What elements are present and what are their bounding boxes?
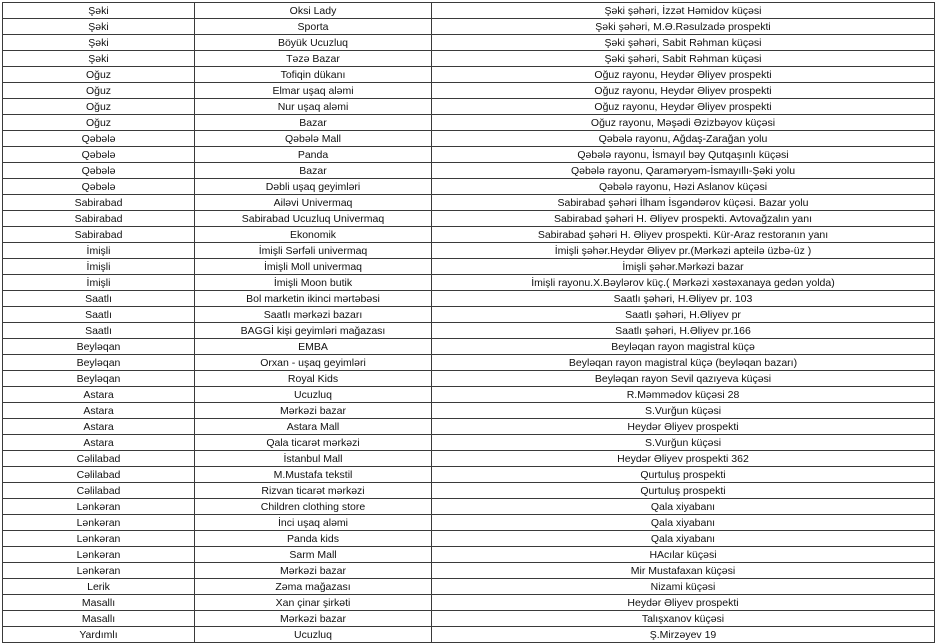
- address-cell: Qəbələ rayonu, Ağdaş-Zarağan yolu: [432, 131, 935, 147]
- region-cell: Oğuz: [3, 83, 195, 99]
- address-cell: Şəki şəhəri, İzzət Həmidov küçəsi: [432, 3, 935, 19]
- store-name-cell: Bol marketin ikinci mərtəbəsi: [195, 291, 432, 307]
- table-row: [3, 179, 935, 195]
- store-name-cell: Bazar: [195, 115, 432, 131]
- table-row: [3, 531, 935, 547]
- table-row: [3, 611, 935, 627]
- table-row: [3, 275, 935, 291]
- store-name-cell: Astara Mall: [195, 419, 432, 435]
- address-cell: Qurtuluş prospekti: [432, 483, 935, 499]
- store-name-cell: Rizvan ticarət mərkəzi: [195, 483, 432, 499]
- address-cell: Sabirabad şəhəri İlham İsgəndərov küçəsi. Bazar yolu: [432, 195, 935, 211]
- store-name-cell: Royal Kids: [195, 371, 432, 387]
- region-cell: Oğuz: [3, 99, 195, 115]
- region-cell: Beyləqan: [3, 339, 195, 355]
- address-cell: Beyləqan rayon Sevil qazıyeva küçəsi: [432, 371, 935, 387]
- table-row: [3, 563, 935, 579]
- store-name-cell: Orxan - uşaq geyimləri: [195, 355, 432, 371]
- address-cell: Sabirabad şəhəri H. Əliyev prospekti. Kür-Araz restoranın yanı: [432, 227, 935, 243]
- address-cell: Qala xiyabanı: [432, 515, 935, 531]
- address-cell: Mir Mustafaxan küçəsi: [432, 563, 935, 579]
- store-name-cell: Elmar uşaq aləmi: [195, 83, 432, 99]
- region-cell: Lənkəran: [3, 499, 195, 515]
- address-cell: Qəbələ rayonu, İsmayıl bəy Qutqaşınlı küçəsi: [432, 147, 935, 163]
- region-cell: Cəlilabad: [3, 451, 195, 467]
- store-name-cell: Böyük Ucuzluq: [195, 35, 432, 51]
- address-cell: Nizami küçəsi: [432, 579, 935, 595]
- table-row: [3, 19, 935, 35]
- region-cell: Sabirabad: [3, 195, 195, 211]
- store-name-cell: Mərkəzi bazar: [195, 403, 432, 419]
- region-cell: İmişli: [3, 259, 195, 275]
- store-list-table: [2, 2, 935, 643]
- store-name-cell: Sabirabad Ucuzluq Univermaq: [195, 211, 432, 227]
- region-cell: Yardımlı: [3, 627, 195, 643]
- table-row: [3, 163, 935, 179]
- store-name-cell: Dəbli uşaq geyimləri: [195, 179, 432, 195]
- store-name-cell: EMBA: [195, 339, 432, 355]
- table-row: [3, 467, 935, 483]
- table-row: [3, 3, 935, 19]
- store-name-cell: Nur uşaq aləmi: [195, 99, 432, 115]
- store-name-cell: Bazar: [195, 163, 432, 179]
- address-cell: Saatlı şəhəri, H.Əliyev pr. 103: [432, 291, 935, 307]
- region-cell: Astara: [3, 387, 195, 403]
- table-row: [3, 435, 935, 451]
- region-cell: Şəki: [3, 35, 195, 51]
- region-cell: Astara: [3, 419, 195, 435]
- table-row: [3, 371, 935, 387]
- region-cell: Şəki: [3, 51, 195, 67]
- table-row: [3, 483, 935, 499]
- table-row: [3, 243, 935, 259]
- address-cell: Beyləqan rayon magistral küçə (beyləqan bazarı): [432, 355, 935, 371]
- region-cell: Saatlı: [3, 291, 195, 307]
- table-row: [3, 211, 935, 227]
- table-row: [3, 291, 935, 307]
- region-cell: Oğuz: [3, 115, 195, 131]
- store-name-cell: Sarm Mall: [195, 547, 432, 563]
- region-cell: Qəbələ: [3, 131, 195, 147]
- table-row: [3, 83, 935, 99]
- region-cell: Lənkəran: [3, 547, 195, 563]
- address-cell: Sabirabad şəhəri H. Əliyev prospekti. Avtovağzalın yanı: [432, 211, 935, 227]
- region-cell: Şəki: [3, 19, 195, 35]
- address-cell: Şəki şəhəri, Sabit Rəhman küçəsi: [432, 51, 935, 67]
- address-cell: Oğuz rayonu, Heydər Əliyev prospekti: [432, 67, 935, 83]
- store-name-cell: Tofiqin dükanı: [195, 67, 432, 83]
- store-name-cell: Ucuzluq: [195, 627, 432, 643]
- region-cell: Sabirabad: [3, 227, 195, 243]
- address-cell: Qala xiyabanı: [432, 531, 935, 547]
- address-cell: Oğuz rayonu, Məşədi Əzizbəyov küçəsi: [432, 115, 935, 131]
- region-cell: İmişli: [3, 275, 195, 291]
- region-cell: Saatlı: [3, 323, 195, 339]
- store-name-cell: Mərkəzi bazar: [195, 563, 432, 579]
- region-cell: Qəbələ: [3, 179, 195, 195]
- store-name-cell: Qəbələ Mall: [195, 131, 432, 147]
- table-row: [3, 99, 935, 115]
- table-row: [3, 499, 935, 515]
- region-cell: Astara: [3, 403, 195, 419]
- store-name-cell: Oksi Lady: [195, 3, 432, 19]
- address-cell: Saatlı şəhəri, H.Əliyev pr: [432, 307, 935, 323]
- region-cell: Saatlı: [3, 307, 195, 323]
- address-cell: İmişli rayonu.X.Bəylərov küç.( Mərkəzi xəstəxanaya gedən yolda): [432, 275, 935, 291]
- table-row: [3, 579, 935, 595]
- address-cell: Heydər Əliyev prospekti: [432, 419, 935, 435]
- table-row: [3, 547, 935, 563]
- store-name-cell: Ailəvi Univermaq: [195, 195, 432, 211]
- store-list-body: [3, 3, 935, 643]
- address-cell: Heydər Əliyev prospekti 362: [432, 451, 935, 467]
- address-cell: İmişli şəhər.Heydər Əliyev pr.(Mərkəzi apteilə üzbə-üz ): [432, 243, 935, 259]
- address-cell: HAcılar küçəsi: [432, 547, 935, 563]
- address-cell: Qəbələ rayonu, Qaraməryəm-İsmayıllı-Şəki yolu: [432, 163, 935, 179]
- table-row: [3, 419, 935, 435]
- table-row: [3, 51, 935, 67]
- address-cell: Oğuz rayonu, Heydər Əliyev prospekti: [432, 83, 935, 99]
- store-name-cell: Panda kids: [195, 531, 432, 547]
- store-name-cell: M.Mustafa tekstil: [195, 467, 432, 483]
- region-cell: Masallı: [3, 595, 195, 611]
- store-name-cell: Ucuzluq: [195, 387, 432, 403]
- store-name-cell: Xan çinar şirkəti: [195, 595, 432, 611]
- store-name-cell: Zəma mağazası: [195, 579, 432, 595]
- table-row: [3, 307, 935, 323]
- table-row: [3, 339, 935, 355]
- store-name-cell: Qala ticarət mərkəzi: [195, 435, 432, 451]
- store-name-cell: Saatlı mərkəzi bazarı: [195, 307, 432, 323]
- table-row: [3, 115, 935, 131]
- store-name-cell: Mərkəzi bazar: [195, 611, 432, 627]
- table-row: [3, 515, 935, 531]
- table-row: [3, 147, 935, 163]
- store-name-cell: Children clothing store: [195, 499, 432, 515]
- store-name-cell: Ekonomik: [195, 227, 432, 243]
- region-cell: Beyləqan: [3, 355, 195, 371]
- address-cell: Şəki şəhəri, M.Ə.Rəsulzadə prospekti: [432, 19, 935, 35]
- region-cell: Sabirabad: [3, 211, 195, 227]
- table-row: [3, 355, 935, 371]
- table-row: [3, 595, 935, 611]
- region-cell: Cəlilabad: [3, 467, 195, 483]
- store-name-cell: BAGGİ kişi geyimləri mağazası: [195, 323, 432, 339]
- address-cell: Şəki şəhəri, Sabit Rəhman küçəsi: [432, 35, 935, 51]
- address-cell: İmişli şəhər.Mərkəzi bazar: [432, 259, 935, 275]
- store-name-cell: Sporta: [195, 19, 432, 35]
- store-name-cell: Təzə Bazar: [195, 51, 432, 67]
- address-cell: S.Vurğun küçəsi: [432, 403, 935, 419]
- address-cell: Talışxanov küçəsi: [432, 611, 935, 627]
- table-row: [3, 451, 935, 467]
- address-cell: Saatlı şəhəri, H.Əliyev pr.166: [432, 323, 935, 339]
- region-cell: Lənkəran: [3, 515, 195, 531]
- address-cell: Qala xiyabanı: [432, 499, 935, 515]
- address-cell: R.Məmmədov küçəsi 28: [432, 387, 935, 403]
- store-name-cell: Panda: [195, 147, 432, 163]
- store-name-cell: İstanbul Mall: [195, 451, 432, 467]
- region-cell: Oğuz: [3, 67, 195, 83]
- address-cell: Qəbələ rayonu, Həzi Aslanov küçəsi: [432, 179, 935, 195]
- table-row: [3, 227, 935, 243]
- table-row: [3, 387, 935, 403]
- region-cell: Qəbələ: [3, 147, 195, 163]
- table-row: [3, 195, 935, 211]
- table-row: [3, 323, 935, 339]
- address-cell: Heydər Əliyev prospekti: [432, 595, 935, 611]
- table-row: [3, 403, 935, 419]
- address-cell: Oğuz rayonu, Heydər Əliyev prospekti: [432, 99, 935, 115]
- region-cell: Astara: [3, 435, 195, 451]
- store-name-cell: İmişli Moll univermaq: [195, 259, 432, 275]
- address-cell: Qurtuluş prospekti: [432, 467, 935, 483]
- region-cell: Beyləqan: [3, 371, 195, 387]
- region-cell: Şəki: [3, 3, 195, 19]
- table-row: [3, 259, 935, 275]
- store-name-cell: İnci uşaq aləmi: [195, 515, 432, 531]
- region-cell: Lənkəran: [3, 531, 195, 547]
- table-row: [3, 35, 935, 51]
- region-cell: Cəlilabad: [3, 483, 195, 499]
- region-cell: Lerik: [3, 579, 195, 595]
- region-cell: Masallı: [3, 611, 195, 627]
- table-row: [3, 131, 935, 147]
- address-cell: Beyləqan rayon magistral küçə: [432, 339, 935, 355]
- region-cell: Lənkəran: [3, 563, 195, 579]
- region-cell: İmişli: [3, 243, 195, 259]
- table-row: [3, 627, 935, 643]
- store-name-cell: İmişli Sərfəli univermaq: [195, 243, 432, 259]
- region-cell: Qəbələ: [3, 163, 195, 179]
- table-row: [3, 67, 935, 83]
- address-cell: S.Vurğun küçəsi: [432, 435, 935, 451]
- address-cell: Ş.Mirzəyev 19: [432, 627, 935, 643]
- store-name-cell: İmişli Moon butik: [195, 275, 432, 291]
